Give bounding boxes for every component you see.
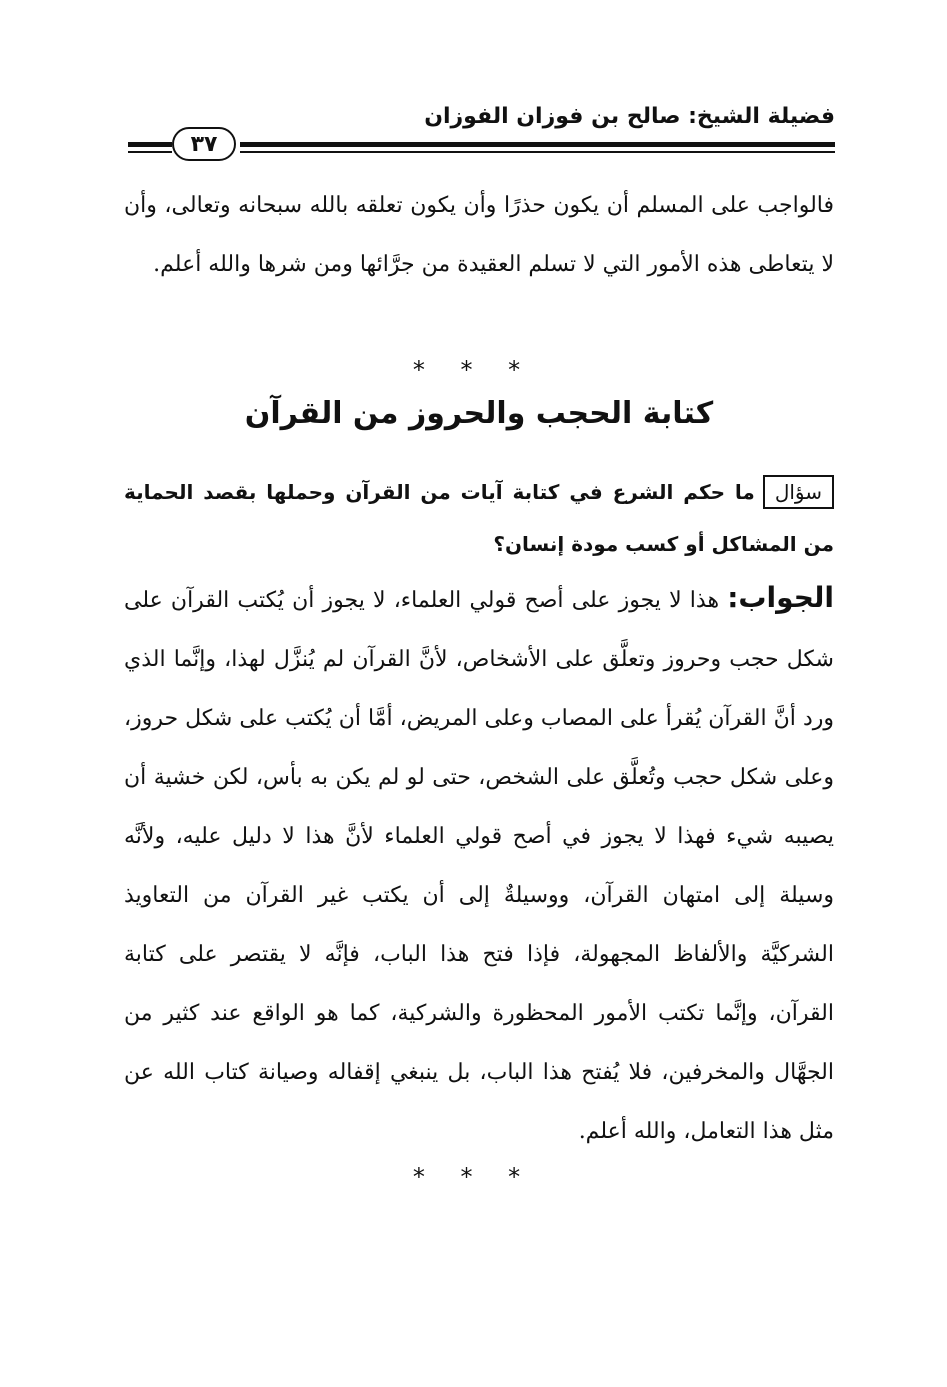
- section-title: كتابة الحجب والحروز من القرآن: [244, 396, 714, 431]
- section-separator-top: * * *: [412, 356, 535, 384]
- question-block: [124, 466, 834, 570]
- section-separator-bottom: * * *: [412, 1163, 535, 1191]
- header-rule-thin: [240, 151, 835, 153]
- question-label: سؤال: [763, 475, 834, 509]
- header-rule-short-thick: [128, 142, 172, 147]
- header-rule-thick: [240, 142, 835, 147]
- page-number: ٣٧: [172, 127, 236, 161]
- intro-paragraph: فالواجب على المسلم أن يكون حذرًا وأن يكون تعلقه بالله سبحانه وتعالى، وأن لا يتعاطى هذه الأمور التي لا تسلم العقيدة من جرَّائها ومن شرها والله أعلم.: [124, 193, 834, 277]
- answer-label: الجواب:: [727, 581, 834, 614]
- running-header-title: فضيلة الشيخ: صالح بن فوزان الفوزان: [424, 104, 835, 129]
- header-rule-short-thin: [128, 151, 172, 153]
- answer-paragraph: [124, 568, 834, 1161]
- header-rule-long: [240, 142, 835, 156]
- header-rule-short: [128, 142, 172, 156]
- question-text: ما حكم الشرع في كتابة آيات من القرآن وحملها بقصد الحماية من المشاكل أو كسب مودة إنسان؟: [124, 480, 834, 556]
- answer-text: هذا لا يجوز على أصح قولي العلماء، لا يجوز أن يُكتب القرآن على شكل حجب وحروز وتعلَّق على الأشخاص، لأنَّ القرآن لم يُنزَّل لهذا، وإنَّما الذي ورد أنَّ القرآن يُقرأ على المصاب وعلى المريض، أمَّا أن يُكتب على شكل حروز، وعلى شكل حجب وتُعلَّق على الشخص، حتى لو لم يكن به بأس، لكن خشية أن يصيبه شيء فهذا لا يجوز في أصح قولي العلماء لأنَّ هذا لا دليل عليه، ولأنَّه وسيلة إلى امتهان القرآن، ووسيلةٌ إلى أن يكتب غير القرآن من التعاويذ الشركيَّة والألفاظ المجهولة، فإذا فتح هذا الباب، فإنَّه لا يقتصر على كتابة القرآن، وإنَّما تكتب الأمور المحظورة والشركية، كما هو الواقع عند كثير من الجهَّال والمخرفين، فلا يُفتح هذا الباب، بل ينبغي إقفاله وصيانة كتاب الله عن مثل هذا التعامل، والله أعلم.: [124, 588, 834, 1144]
